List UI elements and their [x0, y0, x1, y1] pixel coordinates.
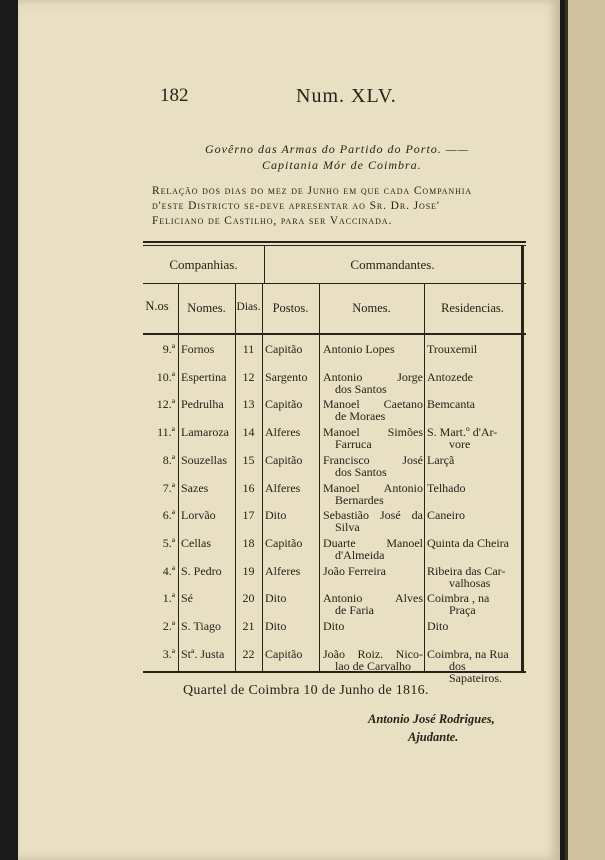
- column-header-cmd-nomes: Nomes.: [352, 301, 391, 315]
- cell-companhia-nome: Stª. Justa: [181, 646, 225, 661]
- cell-numero: 5.ª: [162, 535, 175, 550]
- cell-dias: 16: [242, 480, 255, 495]
- cell-residencia: [427, 537, 520, 549]
- cell-numero: 9.ª: [162, 342, 175, 356]
- cell-companhia-nome: Lamaroza: [181, 425, 229, 440]
- cell-residencia: [427, 648, 520, 684]
- cell-commandante: [323, 454, 423, 478]
- cell-residencia: [427, 482, 520, 494]
- cell-commandante-line: João Roiz. Nico-: [323, 646, 423, 661]
- table-rule: [143, 241, 526, 243]
- cell-companhia-nome: S. Tiago: [181, 619, 222, 633]
- cell-commandante-line: lao de Carvalho: [335, 658, 411, 673]
- cell-numero: 1.ª: [162, 591, 175, 606]
- cell-posto: Alferes: [265, 563, 301, 578]
- cell-commandante-line: Antonio Lopes: [323, 342, 395, 356]
- cell-residencia: [427, 565, 520, 589]
- cell-commandante-line: João Ferreira: [323, 563, 386, 578]
- column-header-numero: N.os: [145, 299, 169, 313]
- cell-companhia-nome: Pedrulha: [181, 397, 224, 412]
- table-rule: [143, 333, 526, 335]
- relacao-line: d'este Districto se-deve apresentar ao Sr. Dr. Jose': [152, 200, 440, 212]
- cell-residencia-line: Dito: [427, 619, 449, 633]
- cell-residencia-line: Larçã: [427, 452, 455, 467]
- cell-commandante-line: Sebastião José da: [323, 508, 423, 523]
- table-divider: [178, 283, 179, 671]
- cell-commandante-line: Manoel Antonio: [323, 480, 423, 495]
- cell-residencia-line: Coimbra , na: [427, 591, 490, 606]
- cell-commandante-line: Silva: [335, 520, 360, 535]
- cell-dias: 13: [242, 397, 255, 412]
- cell-posto: Sargento: [265, 369, 308, 384]
- cell-residencia-line: Telhado: [427, 480, 466, 495]
- cell-posto: Alferes: [265, 425, 301, 440]
- column-header-dias: Dias.: [236, 301, 261, 313]
- cell-commandante: [323, 509, 423, 533]
- cell-posto: Capitão: [265, 646, 303, 661]
- cell-residencia-line: Ribeira das Car-: [427, 563, 506, 578]
- cell-residencia-line: Caneiro: [427, 508, 465, 523]
- cell-residencia-line: Coimbra, na Rua: [427, 646, 509, 661]
- cell-posto: Capitão: [265, 452, 303, 467]
- cell-numero: 11.ª: [157, 425, 175, 440]
- page-heading: Num. XLV.: [296, 85, 397, 107]
- table-divider: [424, 283, 425, 671]
- cell-residencia-line: Praça: [449, 603, 476, 618]
- cell-commandante-line: Antonio Jorge: [323, 369, 423, 384]
- cell-commandante-line: de Faria: [335, 603, 374, 618]
- cell-dias: 15: [242, 452, 255, 467]
- table-divider: [235, 283, 236, 671]
- cell-residencia: [427, 454, 520, 466]
- cell-commandante-line: Bernardes: [335, 492, 384, 507]
- cell-commandante: [323, 426, 423, 450]
- cell-posto: Alferes: [265, 480, 301, 495]
- cell-posto: Dito: [265, 508, 287, 523]
- table-divider: [319, 283, 320, 671]
- cell-companhia-nome: Fornos: [181, 342, 215, 356]
- cell-dias: 17: [242, 508, 255, 523]
- cell-posto: Capitão: [265, 535, 303, 550]
- cell-residencia: [427, 398, 520, 410]
- cell-residencia: [427, 592, 520, 616]
- cell-dias: 21: [242, 619, 255, 633]
- cell-numero: 4.ª: [162, 563, 175, 578]
- cell-residencia: [427, 371, 520, 383]
- cell-commandante-line: Manoel Simões: [323, 425, 423, 440]
- cell-posto: Dito: [265, 619, 287, 633]
- cell-dias: 18: [242, 535, 255, 550]
- cell-residencia: [427, 620, 520, 632]
- relacao-line: Relação dos dias do mez de Junho em que cada Companhia: [152, 185, 472, 197]
- cell-residencia-line: Quinta da Cheira: [427, 535, 509, 550]
- cell-residencia-line: dos Sapateiros.: [449, 658, 502, 685]
- cell-residencia: [427, 426, 520, 450]
- column-header-postos: Postos.: [272, 301, 309, 315]
- table-rule: [143, 245, 526, 246]
- cell-residencia: [427, 509, 520, 521]
- government-line-2: Capitania Mór de Coimbra.: [262, 158, 422, 172]
- cell-commandante: [323, 620, 423, 632]
- cell-commandante-line: de Moraes: [335, 409, 386, 424]
- cell-residencia-line: vore: [449, 437, 471, 452]
- cell-numero: 7.ª: [162, 480, 175, 495]
- cell-companhia-nome: Sé: [181, 591, 193, 606]
- government-line-1: Govêrno das Armas do Partido do Porto. ——: [205, 142, 470, 156]
- cell-companhia-nome: Lorvão: [181, 508, 216, 523]
- cell-commandante-line: Manoel Caetano: [323, 397, 423, 412]
- cell-posto: Dito: [265, 591, 287, 606]
- cell-commandante-line: d'Almeida: [335, 547, 385, 562]
- cell-posto: Capitão: [265, 342, 303, 356]
- signature-title: Ajudante.: [408, 730, 459, 744]
- cell-posto: Capitão: [265, 397, 303, 412]
- cell-commandante-line: Antonio Alves: [323, 591, 423, 606]
- cell-residencia-line: Antozede: [427, 369, 473, 384]
- cell-numero: 2.ª: [162, 619, 175, 633]
- cell-companhia-nome: S. Pedro: [181, 563, 222, 578]
- cell-commandante: [323, 565, 423, 577]
- cell-dias: 12: [242, 369, 255, 384]
- cell-numero: 8.ª: [162, 452, 175, 467]
- table-border: [521, 245, 524, 671]
- cell-numero: 10.ª: [156, 369, 175, 384]
- cell-companhia-nome: Cellas: [181, 535, 211, 550]
- facing-page-edge: [565, 0, 605, 860]
- cell-commandante-line: Dito: [323, 619, 345, 633]
- column-header-residencias: Residencias.: [441, 301, 504, 315]
- relacao-line: Feliciano de Castilho, para ser Vaccinada.: [152, 215, 393, 227]
- cell-commandante: [323, 537, 423, 561]
- cell-residencia-line: Trouxemil: [427, 342, 478, 356]
- cell-dias: 22: [242, 646, 255, 661]
- cell-companhia-nome: Espertina: [181, 369, 227, 384]
- vaccination-table: [143, 241, 526, 685]
- cell-dias: 19: [242, 563, 255, 578]
- cell-commandante: [323, 343, 423, 355]
- cell-commandante-line: dos Santos: [335, 381, 387, 396]
- cell-commandante-line: Francisco José: [323, 452, 423, 467]
- cell-numero: 3.ª: [162, 646, 175, 661]
- cell-commandante: [323, 592, 423, 616]
- group-header-companhias: Companhias.: [169, 257, 238, 272]
- cell-commandante: [323, 482, 423, 506]
- signature-name: Antonio José Rodrigues,: [368, 712, 495, 726]
- closing-line: Quartel de Coimbra 10 de Junho de 1816.: [183, 683, 429, 698]
- cell-commandante-line: Farruca: [335, 437, 372, 452]
- cell-commandante: [323, 371, 423, 395]
- cell-residencia-line: S. Mart.º d'Ar-: [427, 425, 498, 440]
- cell-numero: 6.ª: [162, 508, 175, 523]
- column-header-nomes: Nomes.: [187, 301, 226, 315]
- group-header-commandantes: Commandantes.: [350, 257, 435, 272]
- cell-commandante: [323, 648, 423, 672]
- relacao-paragraph: [152, 184, 532, 229]
- cell-residencia-line: valhosas: [449, 575, 491, 590]
- cell-companhia-nome: Souzellas: [181, 452, 227, 467]
- cell-dias: 20: [242, 591, 255, 606]
- cell-companhia-nome: Sazes: [181, 480, 209, 495]
- page-number: 182: [160, 85, 189, 106]
- cell-commandante: [323, 398, 423, 422]
- cell-commandante-line: dos Santos: [335, 464, 387, 479]
- table-rule: [143, 283, 526, 284]
- cell-residencia: [427, 343, 520, 355]
- cell-dias: 14: [242, 425, 255, 440]
- table-divider: [262, 283, 263, 671]
- cell-dias: 11: [242, 342, 255, 356]
- cell-residencia-line: Bemcanta: [427, 397, 475, 412]
- cell-numero: 12.ª: [156, 397, 175, 412]
- cell-commandante-line: Duarte Manoel: [323, 535, 423, 550]
